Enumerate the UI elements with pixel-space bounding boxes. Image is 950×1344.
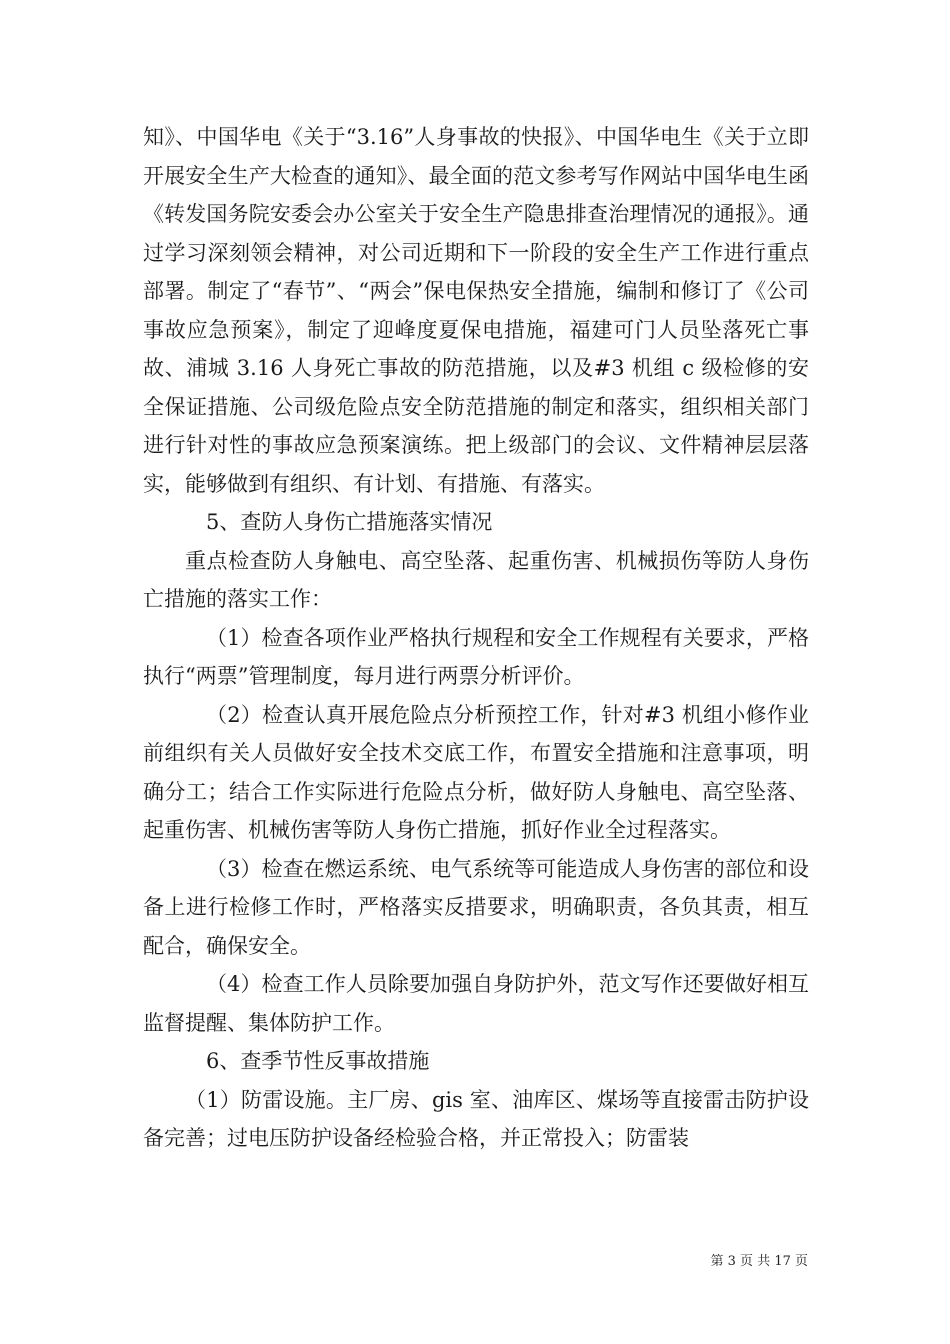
document-body: [143, 118, 809, 1158]
section-heading-6: 6、查季节性反事故措施: [206, 1049, 430, 1073]
page-number-footer: 第 3 页 共 17 页: [710, 1254, 808, 1269]
list-item-5-2: （2）检查认真开展危险点分析预控工作，针对#3 机组小修作业前组织有关人员做好安全技术交底工作，布置安全措施和注意事项，明确分工；结合工作实际进行危险点分析，做好防人身触电、高空坠落、起重伤害、机械伤害等防人身伤亡措施，抓好作业全过程落实。: [143, 702, 809, 842]
list-item-5-3: （3）检查在燃运系统、电气系统等可能造成人身伤害的部位和设备上进行检修工作时，严格落实反措要求，明确职责，各负其责，相互配合，确保安全。: [143, 856, 809, 958]
list-item-6-1: （1）防雷设施。主厂房、gis 室、油库区、煤场等直接雷击防护设备完善；过电压防护设备经检验合格，并正常投入；防雷装: [143, 1087, 809, 1150]
section-heading-5: 5、查防人身伤亡措施落实情况: [206, 510, 493, 534]
list-item-5-4: （4）检查工作人员除要加强自身防护外，范文写作还要做好相互监督提醒、集体防护工作。: [143, 972, 809, 1035]
paragraph-continued: 知》、中国华电《关于“3.16”人身事故的快报》、中国华电生《关于立即开展安全生产大检查的通知》、最全面的范文参考写作网站中国华电生函《转发国务院安委会办公室关于安全生产隐患排查治理情况的通报》。通过学习深刻领会精神，对公司近期和下一阶段的安全生产工作进行重点部署。制定了“春节”、“两会”保电保热安全措施，编制和修订了《公司事故应急预案》，制定了迎峰度夏保电措施，福建可门人员坠落死亡事故、浦城 3.16 人身死亡事故的防范措施，以及#3 机组 c 级检修的安全保证措施、公司级危险点安全防范措施的制定和落实，组织相关部门进行针对性的事故应急预案演练。把上级部门的会议、文件精神层层落实，能够做到有组织、有计划、有措施、有落实。: [143, 125, 809, 496]
list-item-5-1: （1）检查各项作业严格执行规程和安全工作规程有关要求，严格执行“两票”管理制度，每月进行两票分析评价。: [143, 625, 809, 688]
paragraph-intro-5: 重点检查防人身触电、高空坠落、起重伤害、机械损伤等防人身伤亡措施的落实工作：: [143, 548, 809, 611]
